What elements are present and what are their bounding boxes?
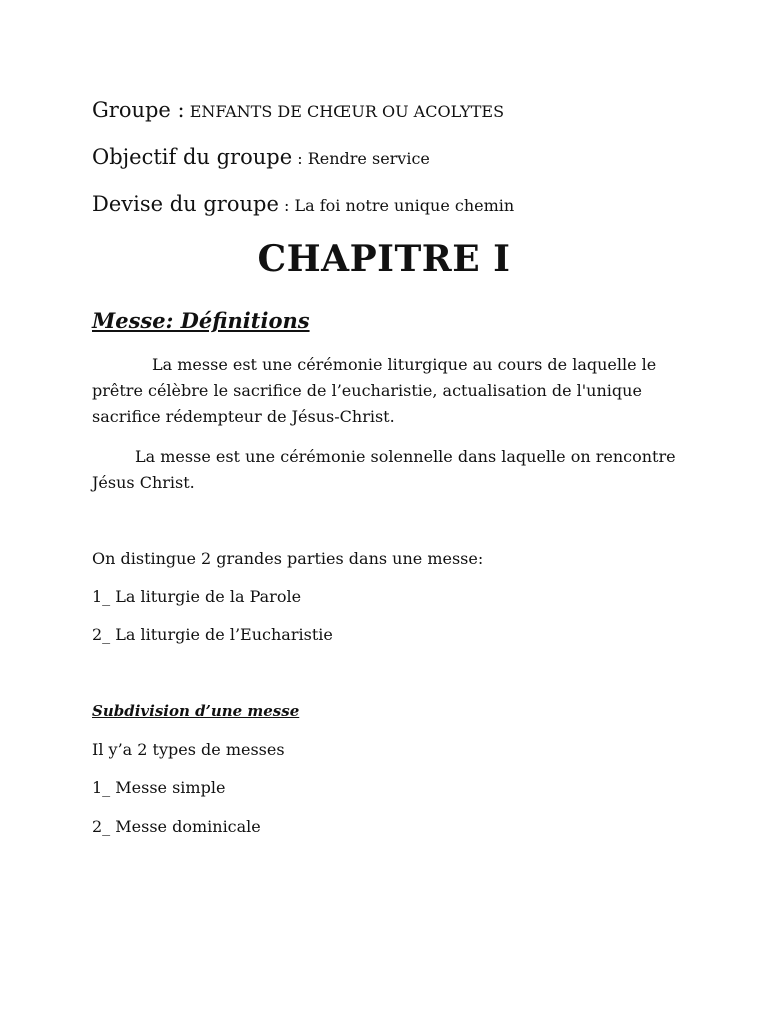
definition-paragraph-2: La messe est une cérémonie solennelle dans laquelle on rencontre Jésus Christ. (92, 447, 676, 492)
group-value: ENFANTS DE CHŒUR OU ACOLYTES (189, 102, 505, 121)
parts-intro: On distingue 2 grandes parties dans une messe: (92, 549, 484, 568)
group-label: Groupe : (92, 98, 185, 122)
part-item-2: 2_ La liturgie de l’Eucharistie (92, 625, 333, 644)
part-item-1: 1_ La liturgie de la Parole (92, 587, 302, 606)
motto-line (92, 192, 514, 216)
chapter-title: CHAPITRE I (257, 238, 511, 280)
motto-value: : La foi notre unique chemin (283, 196, 515, 215)
subdivision-title: Subdivision d’une messe (92, 702, 300, 720)
objective-value: : Rendre service (297, 149, 430, 168)
group-line (92, 98, 504, 122)
section-title: Messe: Définitions (92, 308, 310, 333)
objective-label: Objectif du groupe (92, 145, 293, 169)
type-item-1: 1_ Messe simple (92, 778, 226, 797)
definition-paragraph-1: La messe est une cérémonie liturgique au cours de laquelle le prêtre célèbre le sacrifice de l’eucharistie, actualisation de l'unique sacrifice rédempteur de Jésus-Christ. (92, 355, 657, 426)
objective-line (92, 145, 430, 169)
type-item-2: 2_ Messe dominicale (92, 817, 261, 836)
motto-label: Devise du groupe (92, 192, 279, 216)
types-intro: Il y’a 2 types de messes (92, 740, 285, 759)
